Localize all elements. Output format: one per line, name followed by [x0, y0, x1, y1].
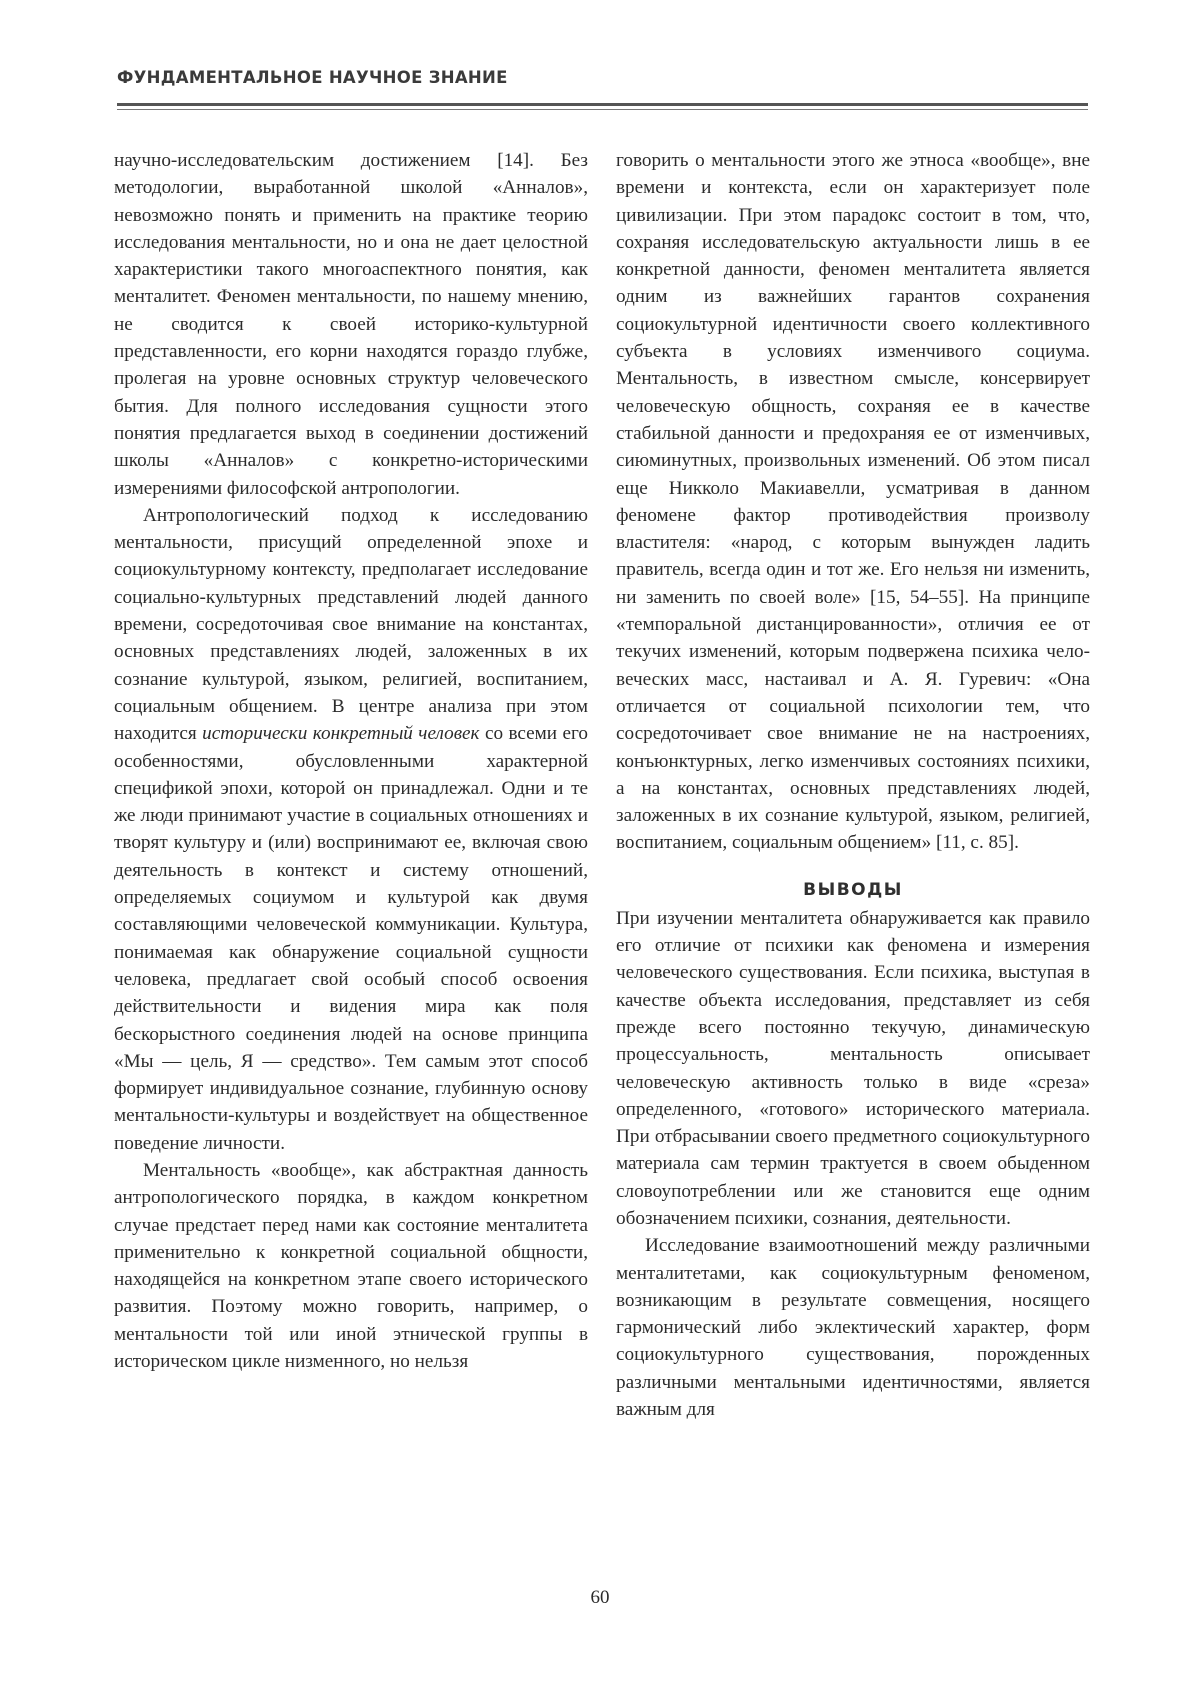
- left-column: [114, 147, 588, 1375]
- paragraph-right-2: При изучении менталитета обнаруживается как правило его отличие от психики как феномена и измерения человеческого существования. Если психика, выступая в качестве объекта исследования, представляет из себя прежде всего постоянно текучую, динамическую процессуальность, ментальность описывает человеческую активность только в виде «среза» определенного, «готового» исторического материала. При отбрасывании своего предметного социокультурного материала сам термин трактуется в своем обыденном словоупотреблении или же становится еще одним обозначением психики, сознания, деятельности.: [616, 907, 1090, 1229]
- paragraph-text: Антропологический подход к исследованию ментальности, присущий определенной эпохе и социокультурному контексту, предполагает исследование социально-культурных представлений людей данного времени, сосредоточивая свое внимание на константах, основных представлениях людей, заложенных в их сознание культурой, языком, религией, воспитанием, социальным общением. В центре анализа при этом находится: [114, 504, 588, 745]
- right-column: [616, 147, 1090, 1423]
- paragraph-right-1: говорить о ментальности этого же этноса «вообще», вне времени и контекста, если он характеризует поле цивилизации. При этом парадокс состоит в том, что, сохраняя исследовательскую актуальности лишь в ее конкретной данности, феномен менталитета является одним из важнейших гарантов сохранения социокультурной идентичности своего коллективного субъекта в условиях изменчивого социума. Ментальность, в известном смысле, консервирует человеческую общность, сохраняя ее в качестве стабильной данности и предохраняя ее от изменчивых, сиюминутных, произвольных изменений. Об этом писал еще Никколо Макиавелли, усматривая в данном феномене фактор противодействия произволу властителя: «народ, с которым вынужден ладить правитель, всегда один и тот же. Его нельзя ни изменить, ни заменить по своей воле» [15, 54–55]. На принципе «темпоральной дистанцированности», отличия ее от текучих изменений, которым подвержена психика человеческих масс, настаивал и А. Я. Гуревич: «Она отличается от социальной психологии тем, что сосредоточивает свое внимание не на настроениях, конъюнктурных, легко изменчивых состояниях психики, а на константах, основных представлениях людей, заложенных в их сознание культурой, языком, религией, воспитанием, социальным общением» [11, с. 85].: [616, 150, 1090, 854]
- header-rule-thin: [117, 109, 1088, 110]
- header-rule-thick: [117, 103, 1088, 106]
- paragraph-left-1: научно-исследовательским достижением [14]. Без методологии, выработанной школой «Анналов», невозможно понять и применить на практике теорию исследования ментальности, но и она не дает целостной характеристики такого многоаспектного понятия, как менталитет. Феномен ментальности, по нашему мнению, не сводится к своей историко-культурной представленности, его корни находятся гораздо глубже, пролегая на уровне основных структур человеческого бытия. Для полного исследования сущности этого понятия предлагается выход в соединении достижений школы «Анналов» с конкретно-историческими измерениями философской антропологии.: [114, 150, 588, 499]
- emphasis-text: исторически конкретный человек: [202, 723, 480, 745]
- paragraph-right-3: Исследование взаимоотношений между различными менталитетами, как социокультурным феноменом, возникающим в результате совмещения, носящего гармонический либо эклектический характер, форм социокультурного существования, порожденных различными ментальными идентичностями, является важным для: [616, 1235, 1090, 1421]
- paragraph-left-3: Ментальность «вообще», как абстрактная данность антропологического порядка, в каждом конкретном случае предстает перед нами как состояние менталитета применительно к конкретной социальной общности, находящейся на конкретном этапе своего исторического развития. Поэтому можно говорить, например, о ментальности той или иной этнической группы в историческом цикле низменного, но нельзя: [114, 1159, 588, 1373]
- paragraph-text: со всеми его особенностями, обусловленными характерной спецификой эпохи, которой он принадлежал. Одни и те же люди принимают участие в социальных отношениях и творят культуру и (или) воспринимают ее, включая свою деятельность в контекст и систему отношений, определяемых социумом и культурой как двумя составляющими человеческой коммуникации. Культура, понимаемая как обнаружение социальной сущности человека, предлагает свой особый способ освоения действительности и видения мира как поля бескорыстного соединения людей на основе принципа «Мы — цель, Я — средство». Тем самым этот способ формирует индивидуальное сознание, глубинную основу ментальности-культуры и воздействует на общественное поведение личности.: [114, 723, 588, 1154]
- section-heading-conclusions: ВЫВОДЫ: [803, 879, 903, 900]
- journal-section-title: ФУНДАМЕНТАЛЬНОЕ НАУЧНОЕ ЗНАНИЕ: [117, 68, 508, 87]
- paragraph-left-2: [114, 502, 588, 1157]
- page-number: 60: [590, 1587, 610, 1608]
